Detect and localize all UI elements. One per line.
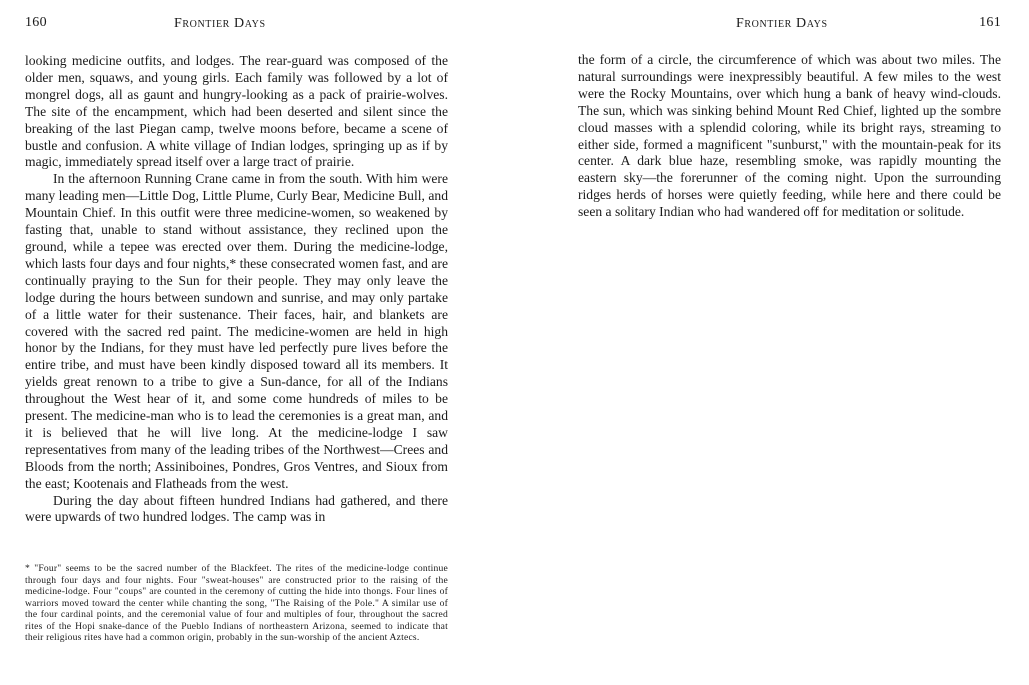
left-page-number: 160	[25, 15, 47, 30]
left-paragraph: looking medicine outfits, and lodges. The rear-guard was composed of the older men, squaws, and young girls. Each family was followed by a lot of mongrel dogs, all as gaunt and hungry-looking as a pack of prairie-wolves. The site of the encampment, which had been deserted and silent since the breaking of the last Piegan camp, twelve moons before, became a scene of bustle and confusion. A white village of Indian lodges, springing up as if by magic, immediately spread itself over a large tract of prairie.	[25, 53, 448, 170]
right-paragraph: the form of a circle, the circumference of which was about two miles. The natural surroundings were inexpressibly beautiful. A few miles to the west were the Rocky Mountains, over which hung a bank of heavy wind-clouds. The sun, which was sinking behind Mount Red Chief, lighted up the sombre cloud masses with a splendid coloring, while its bright rays, streaming to either side, formed a magnificent "sunburst," with the mountain-peak for its center. A dark blue haze, resembling smoke, was rapidly mounting the eastern sky—the forerunner of the coming night. Upon the surrounding ridges herds of horses were quietly feeding, while here and there could be seen a solitary Indian who had wandered off for meditation or solitude.	[578, 52, 1001, 220]
left-body-text	[25, 34, 448, 526]
left-running-title: Frontier Days	[174, 16, 266, 31]
left-paragraph: In the afternoon Running Crane came in from the south. With him were many leading men—Little Dog, Little Plume, Curly Bear, Medicine Bull, and Mountain Chief. In this outfit were three medicine-women, so weakened by fasting that, unable to stand without assistance, they reclined upon the ground, while a tepee was erected over them. During the medicine-lodge, which lasts four days and four nights,* these consecrated women fast, and are continually praying to the Sun for their people. They may only leave the lodge during the hours between sundown and sunrise, and may only partake of a little water for their sustenance. Their faces, hair, and blankets are covered with the sacred red paint. The medicine-women are held in high honor by the Indians, for they must have led perfectly pure lives before the entire tribe, and must have been kindly disposed toward all its members. It yields great renown to a tribe to give a Sun-dance, for all of the Indians throughout the West hear of it, and some come hundreds of miles to be present. The medicine-man who is to lead the ceremonies is a great man, and it is believed that he will live long. At the medicine-lodge I saw representatives from many of the leading tribes of the Northwest—Crees and Bloods from the north; Assiniboines, Pondres, Gros Ventres, and Sioux from the east; Kootenais and Flatheads from the west.	[25, 171, 448, 491]
right-page	[578, 0, 1001, 221]
footnote	[25, 563, 448, 644]
right-body-text	[578, 34, 1001, 221]
right-running-title: Frontier Days	[736, 16, 828, 31]
right-page-number: 161	[979, 15, 1001, 30]
right-running-head	[578, 0, 1001, 34]
left-running-head	[25, 0, 448, 34]
footnote-text: * "Four" seems to be the sacred number of the Blackfeet. The rites of the medicine-lodge continue through four days and four nights. Four "sweat-houses" are constructed prior to the raising of the medicine-lodge. Four "coups" are counted in the ceremony of cutting the hide into thongs. Four lines of warriors moved toward the center while chanting the song, "The Raising of the Pole." A similar use of the four cardinal points, and the ceremonial value of four and multiples of four, throughout the sacred rites of the Hopi snake-dance of the Pueblo Indians of northeastern Arizona, seemed to indicate that their religious rites have had a common origin, probably in the sun-worship of the ancient Aztecs.	[25, 563, 448, 643]
left-page	[25, 0, 448, 643]
left-paragraph: During the day about fifteen hundred Indians had gathered, and there were upwards of two hundred lodges. The camp was in	[25, 492, 448, 525]
